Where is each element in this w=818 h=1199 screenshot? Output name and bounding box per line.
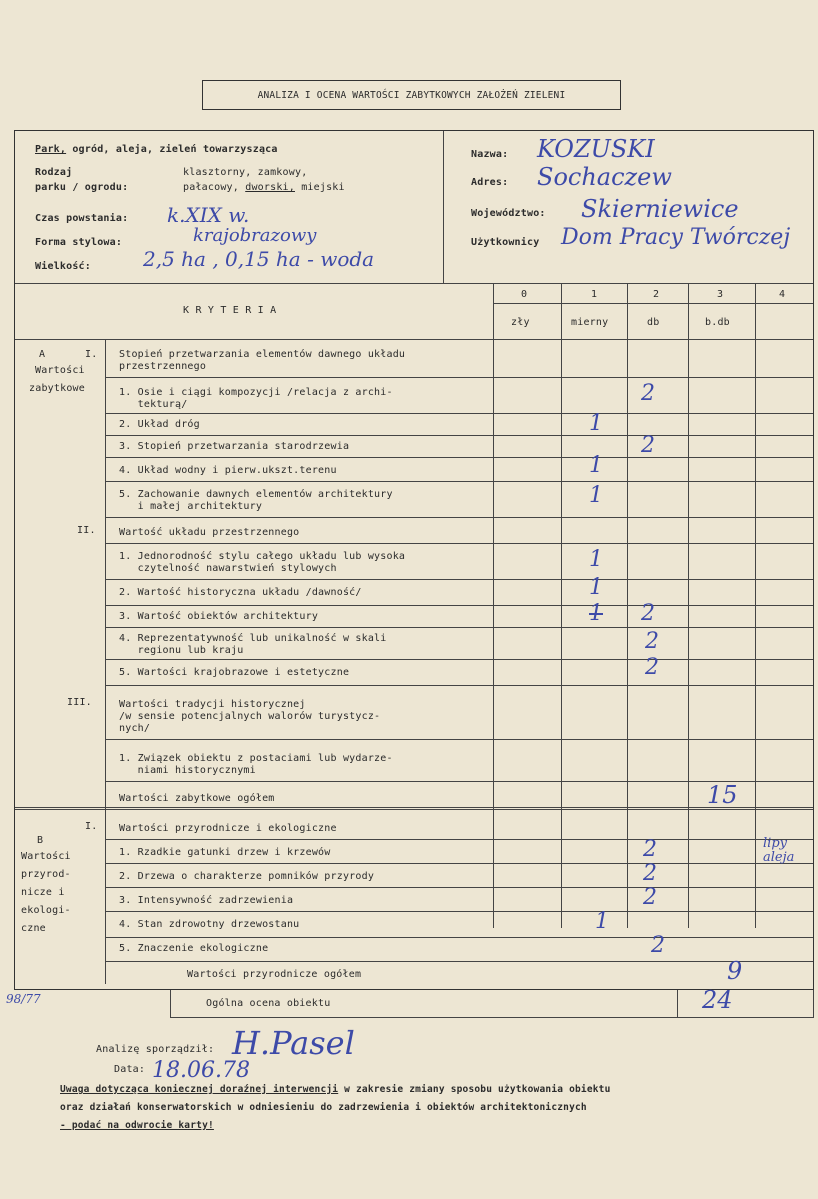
- sporzadzil-signature: H.Pasel: [232, 1024, 355, 1062]
- b-item-4-score: 1: [595, 909, 609, 934]
- b-item-5: 5. Znaczenie ekologiczne: [119, 943, 269, 954]
- b-item-2: 2. Drzewa o charakterze pomników przyrody: [119, 871, 375, 882]
- a-total-value: 15: [707, 781, 738, 809]
- a-i-item-3-score: 2: [641, 433, 655, 458]
- scale-num-4: 4: [779, 289, 786, 300]
- b-total-value: 9: [727, 957, 743, 985]
- a-i-heading-2: przestrzennego: [119, 361, 207, 372]
- uzytkownicy-label: Użytkownicy: [471, 237, 540, 248]
- uzytkownicy-value: Dom Pracy Twórczej: [561, 225, 791, 250]
- data-value: 18.06.78: [152, 1058, 250, 1083]
- evaluation-form: [14, 130, 814, 990]
- a-ii-item-3-score: 2: [641, 601, 655, 626]
- a-i-item-1-score: 2: [641, 381, 655, 406]
- parku-label: parku / ogrodu:: [35, 182, 129, 193]
- row-line: [105, 579, 813, 580]
- a-total-label: Wartości zabytkowe ogółem: [119, 793, 275, 804]
- b-title-4: ekologi-: [21, 905, 71, 916]
- sporzadzil-label: Analizę sporządził:: [96, 1044, 215, 1055]
- a-i-item-5-l1: 5. Zachowanie dawnych elementów architektury: [119, 489, 393, 500]
- overall-divider: [677, 990, 678, 1018]
- a-ii-item-1-l1: 1. Jednorodność stylu całego układu lub wysoka: [119, 551, 406, 562]
- scale-label-2: db: [647, 317, 660, 328]
- a-ii-item-1-score: 1: [589, 547, 603, 572]
- a-i-item-4-l1: 4. Układ wodny i pierw.ukszt.terenu: [119, 465, 337, 476]
- a-ii-item-4-l2: regionu lub kraju: [119, 645, 244, 656]
- b-title-5: czne: [21, 923, 46, 934]
- kryteria-label: K R Y T E R I A: [183, 305, 277, 316]
- a-ii-item-4-l1: 4. Reprezentatywność lub unikalność w skali: [119, 633, 387, 644]
- header-divider: [443, 131, 444, 283]
- row-line: [105, 481, 813, 482]
- form-title: ANALIZA I OCENA WARTOŚCI ZABYTKOWYCH ZAŁOŻEŃ ZIELENI: [202, 80, 621, 110]
- row-line: [105, 887, 813, 888]
- a-ii-item-3-l1: 3. Wartość obiektów architektury: [119, 611, 319, 622]
- section-divider: [15, 807, 813, 810]
- overall-label: Ogólna ocena obiektu: [206, 998, 331, 1009]
- section-a-title-2: zabytkowe: [29, 383, 85, 394]
- b-heading: Wartości przyrodnicze i ekologiczne: [119, 823, 337, 834]
- b-item-1: 1. Rzadkie gatunki drzew i krzewów: [119, 847, 331, 858]
- b-item-5-score: 2: [651, 933, 665, 958]
- section-a-roman-i: I.: [85, 349, 98, 360]
- overall-value: 24: [702, 986, 733, 1014]
- a-ii-item-2-l1: 2. Wartość historyczna układu /dawność/: [119, 587, 362, 598]
- wojewodztwo-label: Województwo:: [471, 208, 546, 219]
- a-ii-item-2-score: 1: [589, 575, 603, 600]
- uwaga-line-3: - podać na odwrocie karty!: [60, 1120, 214, 1131]
- section-a-letter: A: [39, 349, 46, 360]
- wojewodztwo-value: Skierniewice: [581, 195, 739, 223]
- a-ii-item-1-l2: czytelność nawarstwień stylowych: [119, 563, 337, 574]
- czas-value: k.XIX w.: [167, 203, 250, 227]
- data-label: Data:: [114, 1064, 146, 1075]
- a-iii-heading-2: /w sensie potencjalnych walorów turystycz-: [119, 711, 381, 722]
- row-line: [105, 685, 813, 686]
- a-i-item-1-l2: tekturą/: [119, 399, 188, 410]
- nazwa-label: Nazwa:: [471, 149, 509, 160]
- b-title-3: nicze i: [21, 887, 65, 898]
- type-line: Park, ogród, aleja, zieleń towarzysząca: [35, 144, 278, 155]
- kryteria-bottom-line: [15, 339, 813, 340]
- a-i-item-5-score: 1: [589, 483, 603, 508]
- rodzaj-option-1: klasztorny, zamkowy,: [183, 167, 308, 178]
- forma-label: Forma stylowa:: [35, 237, 123, 248]
- a-i-item-1-l1: 1. Osie i ciągi kompozycji /relacja z archi-: [119, 387, 393, 398]
- adres-label: Adres:: [471, 177, 509, 188]
- a-i-item-3-l1: 3. Stopień przetwarzania starodrzewia: [119, 441, 350, 452]
- a-iii-item-1-l2: niami historycznymi: [119, 765, 256, 776]
- a-iii-heading-1: Wartości tradycji historycznej: [119, 699, 306, 710]
- a-ii-item-5-l1: 5. Wartości krajobrazowe i estetyczne: [119, 667, 350, 678]
- row-line: [105, 517, 813, 518]
- b-letter: B: [37, 835, 44, 846]
- row-line: [105, 543, 813, 544]
- rodzaj-label: Rodzaj: [35, 167, 73, 178]
- row-line: [105, 911, 813, 912]
- a-ii-item-3-struck: 1: [589, 601, 603, 626]
- b-margin-note: lipy aleja: [763, 836, 795, 865]
- row-line: [105, 605, 813, 606]
- row-line: [105, 457, 813, 458]
- section-a-title-1: Wartości: [35, 365, 85, 376]
- row-line: [105, 435, 813, 436]
- b-roman: I.: [85, 821, 98, 832]
- b-item-4: 4. Stan zdrowotny drzewostanu: [119, 919, 300, 930]
- nazwa-value: KOZUSKI: [537, 135, 655, 163]
- a-iii-item-1-l1: 1. Związek obiektu z postaciami lub wydarze-: [119, 753, 393, 764]
- margin-number: 98/77: [6, 992, 41, 1006]
- b-item-2-score: 2: [643, 861, 657, 886]
- b-title-1: Wartości: [21, 851, 71, 862]
- a-i-item-5-l2: i małej architektury: [119, 501, 263, 512]
- row-line: [105, 961, 813, 962]
- scale-num-2: 2: [653, 289, 660, 300]
- adres-value: Sochaczew: [537, 163, 672, 191]
- a-i-item-2-l1: 2. Układ dróg: [119, 419, 200, 430]
- scale-mid-line: [493, 303, 813, 304]
- a-ii-heading: Wartość układu przestrzennego: [119, 527, 300, 538]
- row-line: [105, 863, 813, 864]
- scale-label-0: zły: [511, 317, 530, 328]
- a-iii-heading-3: nych/: [119, 723, 151, 734]
- row-line: [105, 839, 813, 840]
- scale-label-3: b.db: [705, 317, 730, 328]
- a-ii-item-5-score: 2: [645, 655, 659, 680]
- row-line: [105, 377, 813, 378]
- a-iii-roman: III.: [67, 697, 92, 708]
- a-i-item-4-score: 1: [589, 453, 603, 478]
- row-line: [105, 413, 813, 414]
- a-i-item-2-score: 1: [589, 411, 603, 436]
- b-item-1-score: 2: [643, 837, 657, 862]
- row-line: [105, 627, 813, 628]
- uwaga-line-2: oraz działań konserwatorskich w odniesieniu do zadrzewienia i obiektów architektonicznych: [60, 1102, 587, 1113]
- wielkosc-label: Wielkość:: [35, 261, 91, 272]
- a-ii-item-4-score: 2: [645, 629, 659, 654]
- a-i-heading-1: Stopień przetwarzania elementów dawnego układu: [119, 349, 406, 360]
- row-line: [105, 937, 813, 938]
- header-bottom-line: [15, 283, 813, 284]
- row-line: [105, 659, 813, 660]
- b-title-2: przyrod-: [21, 869, 71, 880]
- scale-num-0: 0: [521, 289, 528, 300]
- b-item-3: 3. Intensywność zadrzewienia: [119, 895, 294, 906]
- b-total-label: Wartości przyrodnicze ogółem: [187, 969, 362, 980]
- b-item-3-score: 2: [643, 885, 657, 910]
- rodzaj-option-2: pałacowy, dworski, miejski: [183, 182, 345, 193]
- forma-value: krajobrazowy: [193, 225, 317, 246]
- scale-num-3: 3: [717, 289, 724, 300]
- row-line: [105, 739, 813, 740]
- a-ii-roman: II.: [77, 525, 96, 536]
- uwaga-line-1: Uwaga dotycząca koniecznej doraźnej interwencji w zakresie zmiany sposobu użytkowania obiektu: [60, 1084, 611, 1095]
- scale-label-1: mierny: [571, 317, 609, 328]
- czas-label: Czas powstania:: [35, 213, 129, 224]
- wielkosc-value: 2,5 ha , 0,15 ha - woda: [143, 247, 375, 271]
- scale-num-1: 1: [591, 289, 598, 300]
